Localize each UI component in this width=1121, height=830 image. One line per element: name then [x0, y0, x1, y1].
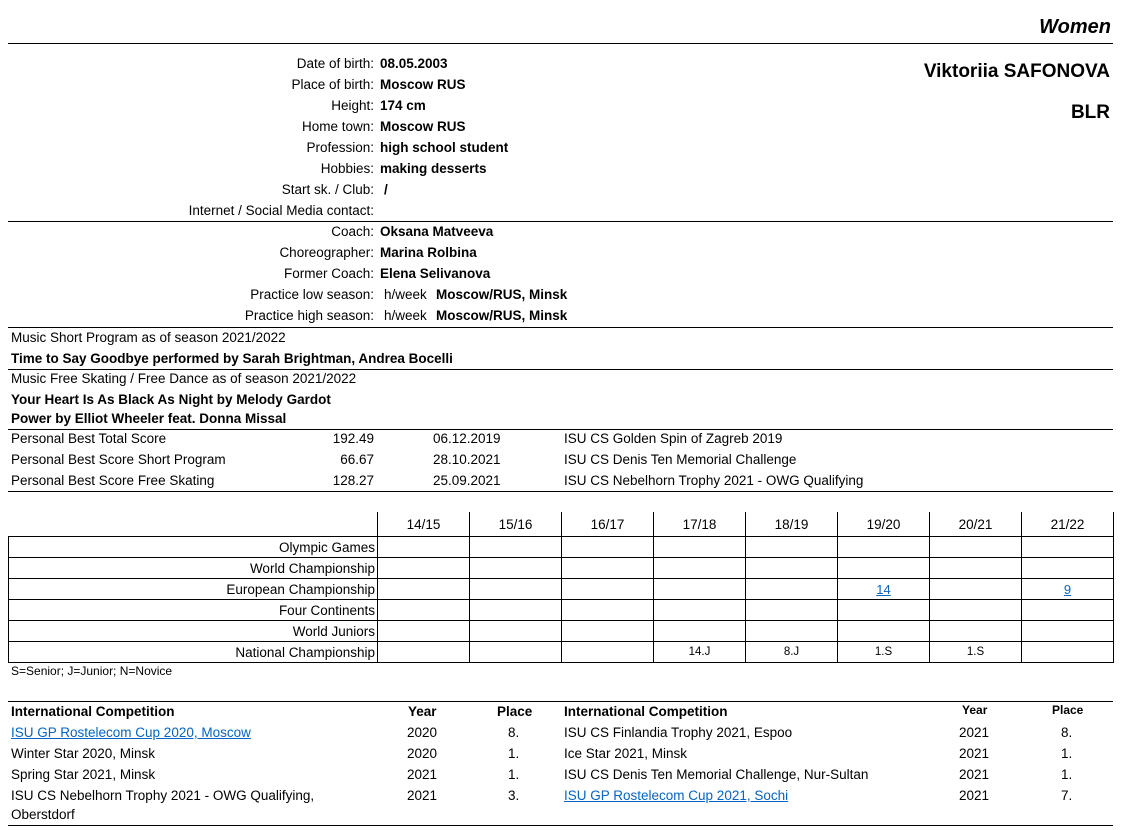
result-link-2122[interactable]: 9	[1063, 581, 1072, 597]
table-row	[9, 558, 1114, 579]
competition-year: 2021	[407, 767, 438, 782]
season-header: 15/16	[470, 512, 562, 537]
pb-score: 128.27	[332, 473, 374, 488]
music-short-value: Time to Say Goodbye performed by Sarah Brightman, Andrea Bocelli	[11, 351, 453, 366]
competition-year: 2021	[959, 725, 990, 740]
pb-date: 25.09.2021	[433, 473, 501, 488]
competition-link[interactable]: ISU GP Rostelecom Cup 2020, Moscow	[11, 725, 251, 740]
coaching-value: Oksana Matveeva	[380, 224, 494, 239]
practice-label: Practice low season:	[250, 287, 374, 302]
coaching-label: Coach:	[331, 224, 374, 239]
championship-label: European Championship	[9, 579, 378, 600]
bio-value: 08.05.2003	[380, 56, 448, 71]
bio-label: Home town:	[301, 119, 374, 134]
competition-place: 7.	[1061, 788, 1073, 803]
bio-value: Moscow RUS	[380, 119, 466, 134]
bio-label: Height:	[331, 98, 374, 113]
competition-place: 1.	[508, 746, 520, 761]
athlete-name: Viktoriia SAFONOVA	[923, 61, 1110, 82]
season-header: 16/17	[562, 512, 654, 537]
competition-year: 2021	[959, 767, 990, 782]
competition-place: 3.	[508, 788, 520, 803]
season-header: 18/19	[746, 512, 838, 537]
result-cell: 8.J	[746, 642, 838, 663]
competition-name: Spring Star 2021, Minsk	[11, 767, 156, 782]
bio-value: /	[384, 182, 388, 197]
music-free-value: Your Heart Is As Black As Night by Melody Gardot	[11, 392, 331, 407]
pb-label: Personal Best Score Free Skating	[11, 473, 215, 488]
competition-year: 2021	[959, 788, 990, 803]
pb-label: Personal Best Score Short Program	[11, 452, 226, 467]
table-row	[9, 642, 1114, 663]
practice-value: Moscow/RUS, Minsk	[436, 287, 568, 302]
results-table	[8, 512, 1114, 663]
competition-year: 2020	[407, 746, 438, 761]
bio-label: Start sk. / Club:	[281, 182, 374, 197]
category-title: Women	[1039, 16, 1111, 38]
competition-place: 1.	[1061, 767, 1073, 782]
table-row	[9, 621, 1114, 642]
practice-label: Practice high season:	[244, 308, 374, 323]
coaching-label: Choreographer:	[279, 245, 374, 260]
result-cell: 1.S	[930, 642, 1022, 663]
coaching-value: Marina Rolbina	[380, 245, 477, 260]
competition-place: 1.	[508, 767, 520, 782]
season-header: 20/21	[930, 512, 1022, 537]
competition-name-cont: Oberstdorf	[11, 807, 75, 822]
practice-unit: h/week	[384, 308, 427, 323]
season-header: 17/18	[654, 512, 746, 537]
bio-value: 174 cm	[380, 98, 426, 113]
championship-label: World Championship	[9, 558, 378, 579]
coaching-value: Elena Selivanova	[380, 266, 491, 281]
championship-label: Olympic Games	[9, 537, 378, 558]
pb-score: 192.49	[332, 431, 374, 446]
practice-value: Moscow/RUS, Minsk	[436, 308, 568, 323]
result-link-1920[interactable]: 14	[876, 581, 891, 597]
music-short-label: Music Short Program as of season 2021/2022	[11, 330, 286, 345]
championship-label: World Juniors	[9, 621, 378, 642]
table-row	[9, 600, 1114, 621]
athlete-nation: BLR	[1070, 102, 1110, 123]
competition-name: Winter Star 2020, Minsk	[11, 746, 156, 761]
competition-year: 2020	[407, 725, 438, 740]
competition-name: Ice Star 2021, Minsk	[564, 746, 688, 761]
results-header-row	[9, 512, 1114, 537]
results-legend: S=Senior; J=Junior; N=Novice	[11, 664, 173, 678]
championship-label: Four Continents	[9, 600, 378, 621]
pb-date: 28.10.2021	[433, 452, 501, 467]
coaching-label: Former Coach:	[283, 266, 374, 281]
bio-value: making desserts	[380, 161, 487, 176]
result-cell: 1.S	[838, 642, 930, 663]
competition-year: 2021	[407, 788, 438, 803]
table-row	[9, 579, 1114, 600]
competition-place: 8.	[1061, 725, 1073, 740]
season-header: 21/22	[1022, 512, 1114, 537]
bio-label: Place of birth:	[291, 77, 374, 92]
pb-score: 66.67	[340, 452, 374, 467]
pb-date: 06.12.2019	[433, 431, 501, 446]
bio-label: Internet / Social Media contact:	[188, 203, 374, 218]
competition-name: ISU CS Nebelhorn Trophy 2021 - OWG Qualifying,	[11, 788, 315, 803]
intl-header-year: Year	[408, 704, 437, 719]
bio-value: Moscow RUS	[380, 77, 466, 92]
result-cell: 14.J	[654, 642, 746, 663]
bio-value: high school student	[380, 140, 509, 155]
intl-header-comp: International Competition	[564, 704, 728, 719]
pb-event: ISU CS Golden Spin of Zagreb 2019	[564, 431, 783, 446]
pb-label: Personal Best Total Score	[11, 431, 167, 446]
intl-header-comp: International Competition	[11, 704, 175, 719]
intl-header-place: Place	[1052, 703, 1084, 717]
championship-label: National Championship	[9, 642, 378, 663]
competition-place: 1.	[1061, 746, 1073, 761]
table-row	[9, 537, 1114, 558]
bio-label: Hobbies:	[320, 161, 374, 176]
pb-event: ISU CS Denis Ten Memorial Challenge	[564, 452, 797, 467]
intl-header-place: Place	[497, 704, 533, 719]
music-free-label: Music Free Skating / Free Dance as of season 2021/2022	[11, 371, 357, 386]
intl-header-year: Year	[962, 703, 988, 717]
competition-place: 8.	[508, 725, 520, 740]
competition-name: ISU CS Denis Ten Memorial Challenge, Nur-Sultan	[564, 767, 869, 782]
bio-label: Profession:	[306, 140, 374, 155]
season-header: 19/20	[838, 512, 930, 537]
music-free-value: Power by Elliot Wheeler feat. Donna Missal	[11, 411, 287, 426]
competition-year: 2021	[959, 746, 990, 761]
practice-unit: h/week	[384, 287, 427, 302]
competition-name: ISU CS Finlandia Trophy 2021, Espoo	[564, 725, 793, 740]
season-header: 14/15	[378, 512, 470, 537]
pb-event: ISU CS Nebelhorn Trophy 2021 - OWG Qualifying	[564, 473, 864, 488]
bio-label: Date of birth:	[296, 56, 374, 71]
competition-link[interactable]: ISU GP Rostelecom Cup 2021, Sochi	[564, 788, 789, 803]
